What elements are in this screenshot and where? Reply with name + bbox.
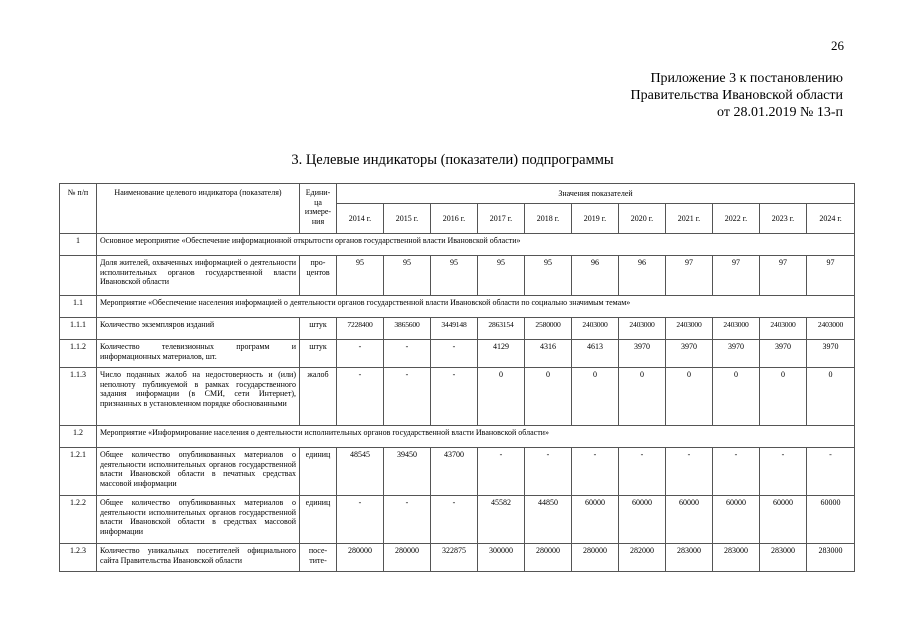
indicator-value: - [478, 448, 525, 496]
indicator-value: - [431, 340, 478, 368]
row-number: 1.2.2 [60, 496, 97, 544]
header-year: 2024 г. [807, 204, 855, 234]
indicator-unit: штук [300, 340, 337, 368]
indicator-value: 283000 [666, 544, 713, 572]
indicator-name: Количество экземпляров изданий [97, 318, 300, 340]
indicator-name: Общее количество опубликованных материалов о деятельности исполнительных органов государственной власти Ивановской области в средствах массовой информации [97, 496, 300, 544]
indicator-value: 3865600 [384, 318, 431, 340]
table-row [60, 318, 855, 340]
indicator-value: - [431, 496, 478, 544]
section-title-cell: Мероприятие «Информирование населения о деятельности исполнительных органов государственной власти Ивановской области» [97, 426, 855, 448]
indicator-value: 60000 [619, 496, 666, 544]
indicator-value: - [431, 368, 478, 426]
indicator-value: 60000 [807, 496, 855, 544]
indicator-value: 97 [760, 256, 807, 296]
indicator-value: 0 [807, 368, 855, 426]
indicator-unit: посе-тите- [300, 544, 337, 572]
table-row [60, 448, 855, 496]
indicator-value: 48545 [337, 448, 384, 496]
header-year: 2019 г. [572, 204, 619, 234]
header-year: 2020 г. [619, 204, 666, 234]
indicator-value: 0 [525, 368, 572, 426]
table-row [60, 496, 855, 544]
indicator-value: 3449148 [431, 318, 478, 340]
indicator-value: 7228400 [337, 318, 384, 340]
table-row [60, 340, 855, 368]
indicator-value: 0 [666, 368, 713, 426]
section-row [60, 296, 855, 318]
indicator-value: 322875 [431, 544, 478, 572]
indicator-value: 300000 [478, 544, 525, 572]
header-name: Наименование целевого индикатора (показателя) [97, 184, 300, 234]
indicator-name: Общее количество опубликованных материалов о деятельности исполнительных органов государственной власти Ивановской области в печатных средствах массовой информации [97, 448, 300, 496]
indicator-value: 96 [619, 256, 666, 296]
header-year: 2015 г. [384, 204, 431, 234]
indicator-name: Количество телевизионных программ и информационных материалов, шт. [97, 340, 300, 368]
row-number: 1.2 [60, 426, 97, 448]
indicator-value: - [619, 448, 666, 496]
header-line-2: Правительства Ивановской области [630, 88, 843, 103]
indicator-value: 95 [384, 256, 431, 296]
indicator-value: 280000 [337, 544, 384, 572]
indicator-unit: штук [300, 318, 337, 340]
indicator-value: 3970 [666, 340, 713, 368]
indicator-value: 3970 [619, 340, 666, 368]
indicator-value: 0 [713, 368, 760, 426]
indicator-value: - [760, 448, 807, 496]
indicators-table [59, 183, 855, 572]
indicator-value: 2403000 [666, 318, 713, 340]
indicator-value: 95 [525, 256, 572, 296]
indicator-value: 60000 [713, 496, 760, 544]
indicator-value: - [525, 448, 572, 496]
indicator-value: 2403000 [760, 318, 807, 340]
row-number: 1.1 [60, 296, 97, 318]
indicator-name: Доля жителей, охваченных информацией о деятельности исполнительных органов государственной власти Ивановской области [97, 256, 300, 296]
table-row [60, 256, 855, 296]
indicator-value: 0 [478, 368, 525, 426]
header-line-3: от 28.01.2019 № 13-п [717, 105, 843, 120]
indicator-value: 95 [431, 256, 478, 296]
document-header [631, 70, 843, 121]
indicator-value: - [384, 496, 431, 544]
indicator-value: 280000 [384, 544, 431, 572]
row-number: 1.2.3 [60, 544, 97, 572]
indicator-value: 43700 [431, 448, 478, 496]
header-year: 2023 г. [760, 204, 807, 234]
indicator-value: 3970 [807, 340, 855, 368]
section-title-cell: Мероприятие «Обеспечение населения информацией о деятельности органов государственной власти Ивановской области по социально значимым темам» [97, 296, 855, 318]
indicator-value: 3970 [760, 340, 807, 368]
indicator-value: 2403000 [713, 318, 760, 340]
indicator-value: - [384, 368, 431, 426]
section-row [60, 234, 855, 256]
indicator-value: 97 [713, 256, 760, 296]
indicator-value: 283000 [713, 544, 760, 572]
indicator-value: 2403000 [619, 318, 666, 340]
row-number: 1.1.1 [60, 318, 97, 340]
indicator-value: 282000 [619, 544, 666, 572]
header-year: 2017 г. [478, 204, 525, 234]
indicator-unit: жалоб [300, 368, 337, 426]
indicator-value: 95 [478, 256, 525, 296]
indicator-unit: единиц [300, 496, 337, 544]
indicator-value: 2863154 [478, 318, 525, 340]
row-number: 1.1.2 [60, 340, 97, 368]
indicator-value: 4613 [572, 340, 619, 368]
indicator-value: 4316 [525, 340, 572, 368]
header-year: 2021 г. [666, 204, 713, 234]
header-year: 2018 г. [525, 204, 572, 234]
indicator-value: 96 [572, 256, 619, 296]
header-num: № п/п [60, 184, 97, 234]
indicator-value: 60000 [666, 496, 713, 544]
row-number: 1 [60, 234, 97, 256]
indicator-value: 60000 [760, 496, 807, 544]
indicator-value: - [666, 448, 713, 496]
indicator-name: Число поданных жалоб на недостоверность и (или) неполноту публикуемой в рамках государственного задания информации (в СМИ, сети Интернет), признанных в установленном порядке обоснованными [97, 368, 300, 426]
indicator-value: 0 [619, 368, 666, 426]
header-year: 2016 г. [431, 204, 478, 234]
indicator-name: Количество уникальных посетителей официального сайта Правительства Ивановской области [97, 544, 300, 572]
row-number [60, 256, 97, 296]
indicator-value: 283000 [807, 544, 855, 572]
header-values: Значения показателей [337, 184, 855, 204]
page-number: 26 [831, 38, 844, 53]
indicator-value: 97 [666, 256, 713, 296]
indicator-value: - [713, 448, 760, 496]
indicator-value: - [572, 448, 619, 496]
indicator-value: 280000 [525, 544, 572, 572]
table-row [60, 368, 855, 426]
indicator-value: - [337, 340, 384, 368]
indicator-value: 60000 [572, 496, 619, 544]
indicator-value: 283000 [760, 544, 807, 572]
indicator-value: 45582 [478, 496, 525, 544]
indicator-value: - [337, 368, 384, 426]
indicator-value: 4129 [478, 340, 525, 368]
row-number: 1.2.1 [60, 448, 97, 496]
indicator-value: 0 [760, 368, 807, 426]
indicator-value: 0 [572, 368, 619, 426]
indicator-value: 2403000 [807, 318, 855, 340]
indicator-value: 95 [337, 256, 384, 296]
indicator-value: 3970 [713, 340, 760, 368]
section-row [60, 426, 855, 448]
header-year: 2014 г. [337, 204, 384, 234]
indicator-value: 2580000 [525, 318, 572, 340]
section-title-cell: Основное мероприятие «Обеспечение информационной открытости органов государственной власти Ивановской области» [97, 234, 855, 256]
indicator-value: 2403000 [572, 318, 619, 340]
header-line-1: Приложение 3 к постановлению [650, 71, 843, 86]
indicator-value: 280000 [572, 544, 619, 572]
indicator-value: - [384, 340, 431, 368]
indicator-unit: про-центов [300, 256, 337, 296]
indicator-value: 44850 [525, 496, 572, 544]
indicator-value: - [807, 448, 855, 496]
indicator-value: 39450 [384, 448, 431, 496]
section-title: 3. Целевые индикаторы (показатели) подпрограммы [291, 152, 614, 168]
indicator-unit: единиц [300, 448, 337, 496]
row-number: 1.1.3 [60, 368, 97, 426]
indicator-value: - [337, 496, 384, 544]
indicator-value: 97 [807, 256, 855, 296]
header-unit: Едини-ца измере-ния [300, 184, 337, 234]
header-year: 2022 г. [713, 204, 760, 234]
table-row [60, 544, 855, 572]
